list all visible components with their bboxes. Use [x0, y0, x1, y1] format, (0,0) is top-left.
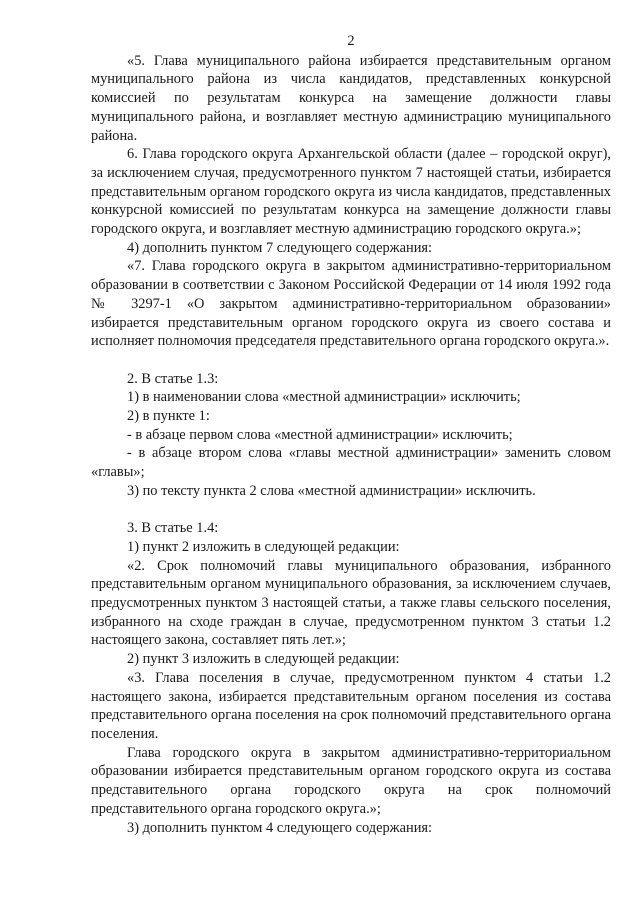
list-item: - в абзаце первом слова «местной администрации» исключить; — [127, 426, 513, 443]
list-item: 2) пункт 3 изложить в следующей редакции: — [127, 651, 400, 668]
list-item: 1) в наименовании слова «местной администрации» исключить; — [127, 389, 521, 406]
list-item: 2) в пункте 1: — [127, 408, 210, 425]
paragraph-article-6: 6. Глава городского округа Архангельской области (далее – городской округ), за исключением случая, предусмотренного пунктом 7 настоящей статьи, избирается представительным органом городского округа из числа кандидатов, представленных конкурсной комиссией по результатам конкурса на замещение должности главы городского округа, и возглавляет местную администрацию городского округа.»; — [91, 146, 611, 238]
list-item: - в абзаце втором слова «главы местной администрации» заменить словом «главы»; — [91, 445, 611, 481]
paragraph-city-head: Глава городского округа в закрытом административно-территориальном образовании избирается представительным органом городского округа из состава представительного органа городского округа на срок полномочий представительного органа городского округа.»; — [91, 744, 611, 817]
section-gap — [91, 501, 611, 520]
list-item: 3) по тексту пункта 2 слова «местной администрации» исключить. — [127, 482, 536, 499]
paragraph-article-7: «7. Глава городского округа в закрытом административно-территориальном образовании в соответствии с Законом Российской Федерации от 14 июля 1992 года № 3297-1 «О закрытом административно-территориальном образовании» избирается представительным органом городского округа из своего состава и исполняет полномочия председателя представительного органа городского округа.». — [91, 258, 611, 350]
page-number: 2 — [347, 33, 355, 49]
paragraph-amend-4: 4) дополнить пунктом 7 следующего содержания: — [127, 239, 433, 256]
section-heading-1-3: 2. В статье 1.3: — [127, 370, 219, 387]
list-item: 3) дополнить пунктом 4 следующего содержания: — [127, 819, 433, 836]
paragraph-article-5: «5. Глава муниципального района избирается представительным органом муниципального района из числа кандидатов, представленных конкурсной комиссией по результатам конкурса на замещение должности главы муниципального района, и возглавляет местную администрацию муниципального района. — [91, 52, 611, 144]
paragraph-point-2: «2. Срок полномочий главы муниципального образования, избранного представительным органом муниципального образования, за исключением случаев, предусмотренных пунктом 3 настоящей статьи, а также главы сельского поселения, избранного на сходе граждан в случае, предусмотренном пунктом 3 статьи 1.2 настоящего закона, составляет пять лет.»; — [91, 557, 611, 649]
section-heading-1-4: 3. В статье 1.4: — [127, 520, 219, 537]
document-page — [91, 32, 611, 837]
section-gap — [91, 351, 611, 370]
paragraph-point-3: «3. Глава поселения в случае, предусмотренном пунктом 4 статьи 1.2 настоящего закона, избирается представительным органом поселения из состава представительного органа поселения на срок полномочий представительного органа поселения. — [91, 669, 611, 742]
list-item: 1) пункт 2 изложить в следующей редакции: — [127, 538, 400, 555]
